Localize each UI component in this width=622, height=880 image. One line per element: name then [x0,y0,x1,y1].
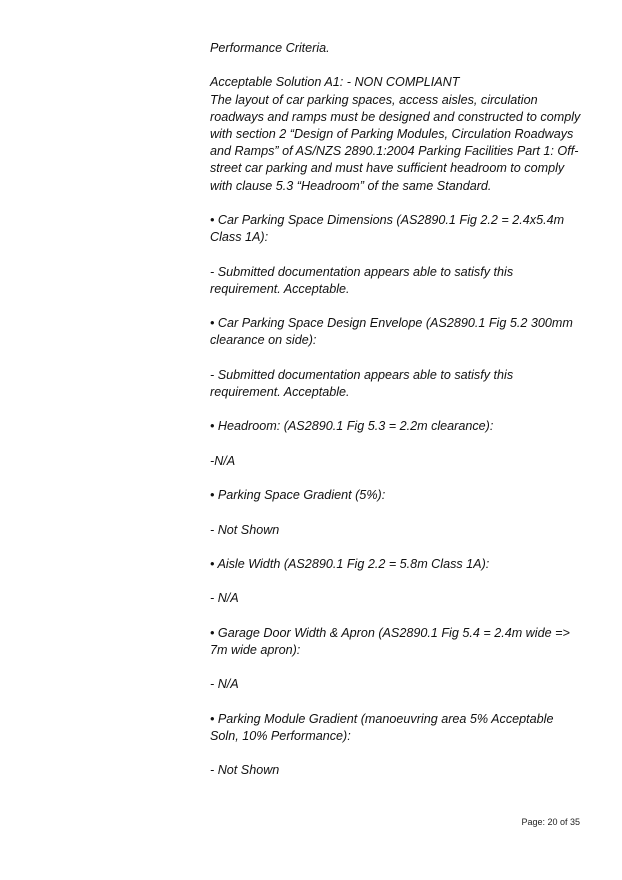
acceptable-solution-text: The layout of car parking spaces, access aisles, circulation roadways and ramps must be designed and constructed to comply with section 2 “Design of Parking Modules, Circulation Roadways and Ramps” of AS/NZS 2890.1:2004 Parking Facilities Part 1: Off-street car parking and must have sufficient headroom to comply with clause 5.3 “Headroom” of the same Standard. [210,92,581,193]
finding-parking-module-gradient: - Not Shown [210,763,280,778]
performance-criteria-heading: Performance Criteria. [210,41,330,55]
finding-parking-space-gradient: - Not Shown [210,522,280,537]
finding-headroom: -N/A [210,453,236,468]
requirement-car-parking-space-design-envelope: • Car Parking Space Design Envelope (AS2890.1 Fig 5.2 300mm clearance on side): [210,316,573,348]
acceptable-solution-heading: Acceptable Solution A1: - NON COMPLIANT [210,75,460,90]
requirement-parking-module-gradient: • Parking Module Gradient (manoeuvring area 5% Acceptable Soln, 10% Performance): [210,711,554,743]
requirement-headroom: • Headroom: (AS2890.1 Fig 5.3 = 2.2m clearance): [210,419,494,434]
finding-aisle-width: - N/A [210,591,239,606]
requirement-garage-door-width-apron: • Garage Door Width & Apron (AS2890.1 Fig 5.4 = 2.4m wide => 7m wide apron): [210,625,570,657]
requirement-aisle-width: • Aisle Width (AS2890.1 Fig 2.2 = 5.8m Class 1A): [210,556,490,571]
finding-car-parking-space-design-envelope: - Submitted documentation appears able to satisfy this requirement. Acceptable. [210,367,514,399]
page-number: Page: 20 of 35 [521,817,580,827]
finding-car-parking-space-dimensions: - Submitted documentation appears able to satisfy this requirement. Acceptable. [210,264,514,296]
requirement-parking-space-gradient: • Parking Space Gradient (5%): [210,488,386,503]
finding-garage-door-width-apron: - N/A [210,677,239,692]
requirement-car-parking-space-dimensions: • Car Parking Space Dimensions (AS2890.1 Fig 2.2 = 2.4x5.4m Class 1A): [210,213,565,245]
document-body [210,40,582,780]
